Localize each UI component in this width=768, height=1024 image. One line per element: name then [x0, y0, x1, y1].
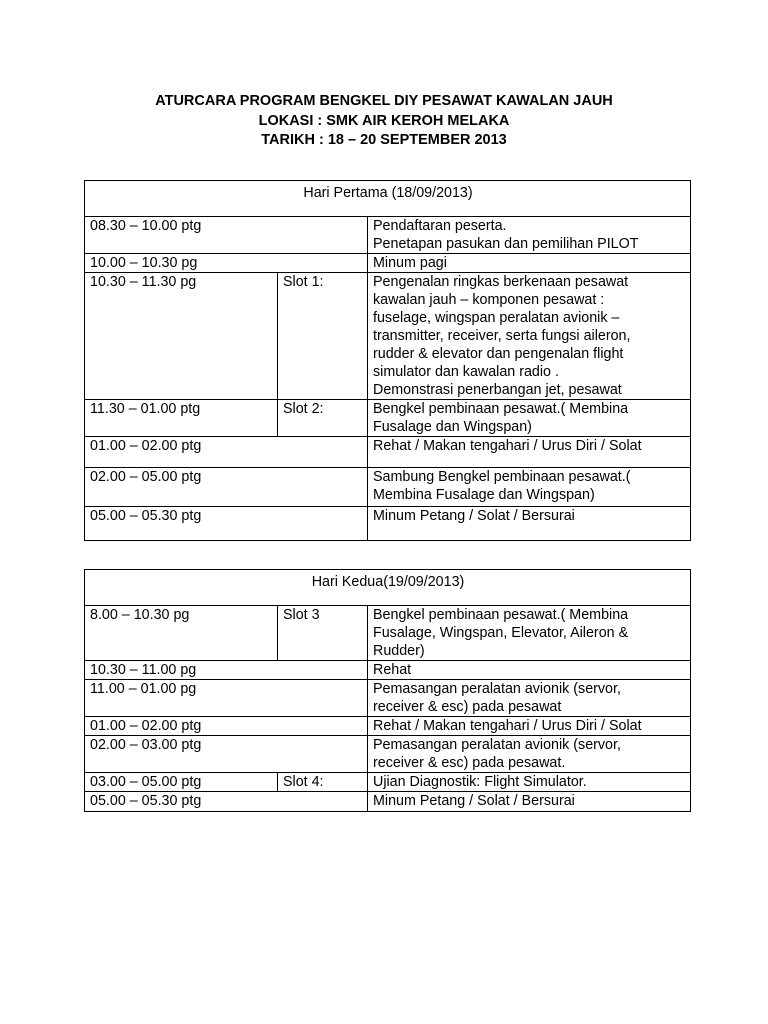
document-title: ATURCARA PROGRAM BENGKEL DIY PESAWAT KAWALAN JAUH: [155, 93, 613, 109]
time-cell: 02.00 – 05.00 ptg: [85, 468, 368, 507]
activity-cell: Pengenalan ringkas berkenaan pesawat kawalan jauh – komponen pesawat : fuselage, wingspan peralatan avionik – transmitter, receiver, serta fungsi aileron, rudder & elevator dan pengenalan flight simulator dan kawalan radio . Demonstrasi penerbangan jet, pesawat: [368, 273, 691, 400]
table-row: [85, 736, 691, 773]
time-cell: 10.30 – 11.00 pg: [85, 661, 368, 680]
document-header: [0, 92, 768, 151]
schedule-table-day1: [84, 180, 691, 541]
time-cell: 05.00 – 05.30 ptg: [85, 792, 368, 812]
time-cell: 01.00 – 02.00 ptg: [85, 437, 368, 468]
table-title-row: [85, 181, 691, 217]
activity-cell: Minum pagi: [368, 254, 691, 273]
activity-cell: Bengkel pembinaan pesawat.( Membina Fusalage, Wingspan, Elevator, Aileron & Rudder): [368, 606, 691, 661]
activity-cell: Ujian Diagnostik: Flight Simulator.: [368, 773, 691, 792]
table-title-row: [85, 570, 691, 606]
activity-cell: Minum Petang / Solat / Bersurai: [368, 507, 691, 541]
activity-cell: Rehat: [368, 661, 691, 680]
table-row: [85, 400, 691, 437]
slot-cell: Slot 2:: [278, 400, 368, 437]
day1-title: Hari Pertama (18/09/2013): [85, 181, 691, 217]
schedule-table-day2: [84, 569, 691, 812]
table-row: [85, 468, 691, 507]
table-row: [85, 680, 691, 717]
table-row: [85, 507, 691, 541]
activity-cell: Rehat / Makan tengahari / Urus Diri / Solat: [368, 437, 691, 468]
time-cell: 10.00 – 10.30 pg: [85, 254, 368, 273]
activity-cell: Minum Petang / Solat / Bersurai: [368, 792, 691, 812]
time-cell: 05.00 – 05.30 ptg: [85, 507, 368, 541]
time-cell: 10.30 – 11.30 pg: [85, 273, 278, 400]
slot-cell: Slot 4:: [278, 773, 368, 792]
table-row: [85, 254, 691, 273]
activity-cell: Pemasangan peralatan avionik (servor, receiver & esc) pada pesawat.: [368, 736, 691, 773]
activity-cell: Pemasangan peralatan avionik (servor, receiver & esc) pada pesawat: [368, 680, 691, 717]
table-row: [85, 217, 691, 254]
table-row: [85, 773, 691, 792]
time-cell: 08.30 – 10.00 ptg: [85, 217, 368, 254]
table-row: [85, 437, 691, 468]
table-row: [85, 717, 691, 736]
time-cell: 11.00 – 01.00 pg: [85, 680, 368, 717]
time-cell: 11.30 – 01.00 ptg: [85, 400, 278, 437]
table-row: [85, 792, 691, 812]
time-cell: 02.00 – 03.00 ptg: [85, 736, 368, 773]
activity-cell: Sambung Bengkel pembinaan pesawat.( Membina Fusalage dan Wingspan): [368, 468, 691, 507]
slot-cell: Slot 1:: [278, 273, 368, 400]
location-line: LOKASI : SMK AIR KEROH MELAKA: [258, 112, 510, 129]
table-row: [85, 273, 691, 400]
table-row: [85, 606, 691, 661]
table-row: [85, 661, 691, 680]
activity-cell: Pendaftaran peserta. Penetapan pasukan dan pemilihan PILOT: [368, 217, 691, 254]
activity-cell: Rehat / Makan tengahari / Urus Diri / Solat: [368, 717, 691, 736]
day2-title: Hari Kedua(19/09/2013): [85, 570, 691, 606]
time-cell: 8.00 – 10.30 pg: [85, 606, 278, 661]
time-cell: 01.00 – 02.00 ptg: [85, 717, 368, 736]
activity-cell: Bengkel pembinaan pesawat.( Membina Fusalage dan Wingspan): [368, 400, 691, 437]
time-cell: 03.00 – 05.00 ptg: [85, 773, 278, 792]
date-line: TARIKH : 18 – 20 SEPTEMBER 2013: [261, 132, 507, 148]
slot-cell: Slot 3: [278, 606, 368, 661]
